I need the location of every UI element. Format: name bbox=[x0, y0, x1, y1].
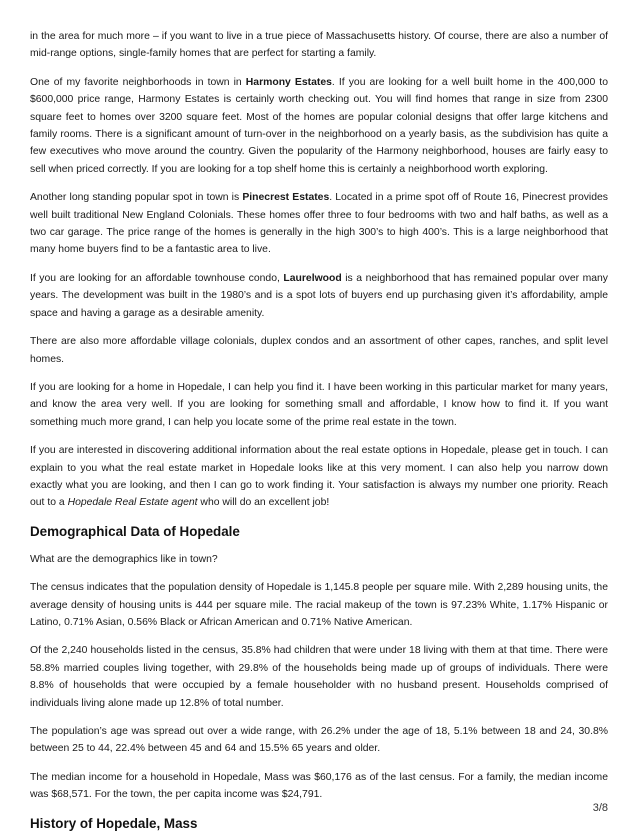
paragraph-intro-continued: in the area for much more – if you want to live in a true piece of Massachusetts history. Of course, there are also a number of mid-range options, single-family homes that are perfect for starting a family. bbox=[30, 31, 608, 60]
paragraph-households: Of the 2,240 households listed in the census, 35.8% had children that were under 18 living with them at that time. There were 58.8% married couples living together, with 29.8% of the households being made up of groups of individuals. There were 8.8% of households that were occupied by a female householder with no husband present. Households comprised of individuals living alone made up 12.8% of total number. bbox=[30, 645, 608, 709]
neighborhood-name-pinecrest: Pinecrest Estates bbox=[242, 192, 330, 204]
paragraph-harmony-estates bbox=[30, 74, 608, 178]
paragraph-text: . If you are looking for a well built home in the 400,000 to $600,000 price range, Harmony Estates is certainly worth checking out. You will find homes that range in size from 2300 square feet to homes over 3200 square feet. Most of the homes are popular colonial designs that offer large kitchens and family rooms. There is a significant amount of turn-over in the neighborhood on a yearly basis, as the subdivision has quite a few executives who move around the country. Given the popularity of the Harmony neighborhood, houses are fairly easy to sell when priced correctly. If you are looking for a top shelf home this is certainly a neighborhood worth exploring. bbox=[30, 76, 608, 175]
neighborhood-name-laurelwood: Laurelwood bbox=[283, 272, 342, 284]
paragraph-laurelwood bbox=[30, 270, 608, 322]
paragraph-text: who will do an excellent job! bbox=[197, 497, 330, 509]
paragraph-median-income: The median income for a household in Hopedale, Mass was $60,176 as of the last census. For a family, the median income was $68,571. For the town, the per capita income was $24,791. bbox=[30, 771, 608, 801]
paragraph-demographics-question: What are the demographics like in town? bbox=[30, 553, 218, 565]
neighborhood-name-harmony: Harmony Estates bbox=[245, 76, 332, 88]
paragraph-text: If you are interested in discovering additional information about the real estate options in Hopedale, please get in touch. I can explain to you what the real estate market in Hopedale looks like at this very moment. I can also help you narrow down exactly what you are looking, and then I can go to work finding it. Your satisfaction is always my number one priority. Reach out to a bbox=[30, 445, 608, 509]
paragraph-age-distribution: The population’s age was spread out over a wide range, with 26.2% under the age of 18, 5.1% between 18 and 24, 30.8% between 25 to 44, 22.4% between 45 and 64 and 15.5% 65 years and older. bbox=[30, 726, 608, 755]
heading-history: History of Hopedale, Mass bbox=[30, 815, 198, 831]
paragraph-affordable-options: There are also more affordable village colonials, duplex condos and an assortment of other capes, ranches, and split level homes. bbox=[30, 336, 608, 365]
paragraph-text: . Located in a prime spot off of Route 16, Pinecrest provides well built traditional New England Colonials. These homes offer three to four bedrooms with two and half baths, as well as a two car garage. The price range of the homes is generally in the high 300’s to high 400’s. This is a large neighborhood that many home buyers find to be a fantastic area to live. bbox=[30, 192, 608, 256]
paragraph-text: One of my favorite neighborhoods in town in bbox=[30, 76, 246, 88]
paragraph-text: If you are looking for an affordable townhouse condo, bbox=[30, 272, 284, 284]
agent-link-text: Hopedale Real Estate agent bbox=[67, 497, 198, 509]
page-number: 3/8 bbox=[592, 802, 608, 814]
paragraph-pinecrest-estates bbox=[30, 189, 608, 259]
paragraph-population-density: The census indicates that the population density of Hopedale is 1,145.8 people per square mile. With 2,289 housing units, the average density of housing units is 444 per square mile. The racial makeup of the town is 97.23% White, 1.17% Hispanic or Latino, 0.71% Asian, 0.56% Black or African American and 0.71% Native American. bbox=[30, 582, 608, 628]
paragraph-help-find-home: If you are looking for a home in Hopedale, I can help you find it. I have been working in this particular market for many years, and know the area very well. If you are looking for something small and affordable, I know how to find it. If you want something much more grand, I can help you locate some of the prime real estate in the town. bbox=[30, 381, 608, 428]
paragraph-text: Another long standing popular spot in town is bbox=[30, 192, 243, 204]
paragraph-contact-agent bbox=[30, 442, 608, 512]
heading-demographics: Demographical Data of Hopedale bbox=[30, 523, 240, 539]
paragraph-text: is a neighborhood that has remained popular over many years. The development was built in the 1980’s and is a spot lots of buyers end up purchasing given it’s affordability, ample space and having a garage as a desirable amenity. bbox=[30, 272, 608, 319]
